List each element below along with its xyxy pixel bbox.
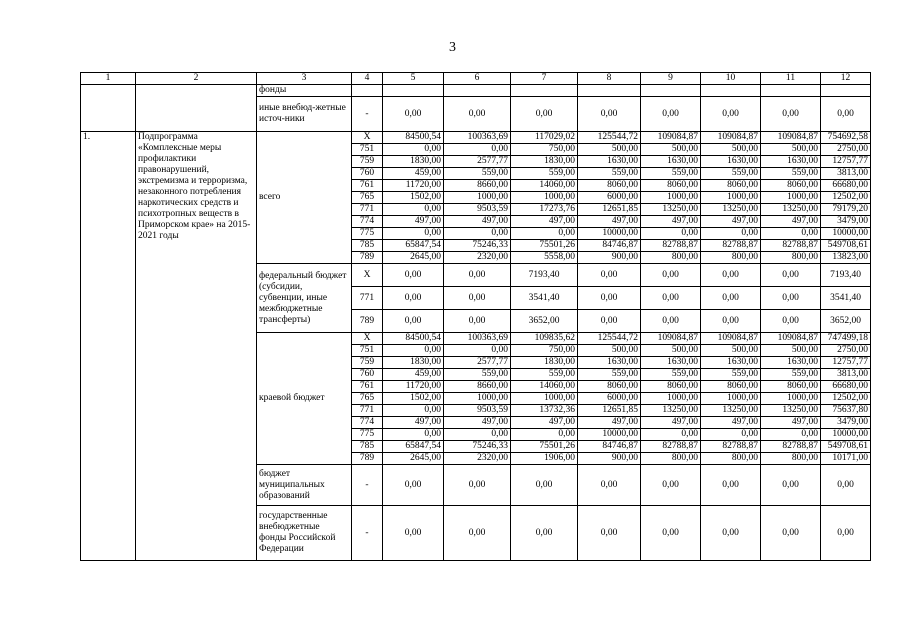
value-cell: 109084,87 [701, 132, 761, 144]
value-cell: 800,00 [761, 252, 821, 264]
code-cell: Х [352, 132, 383, 144]
value-cell: 7193,40 [511, 264, 578, 287]
value-cell: 75501,26 [511, 441, 578, 453]
value-cell: 2750,00 [821, 345, 871, 357]
value-cell: 12651,85 [578, 204, 641, 216]
value-cell: 800,00 [641, 453, 701, 465]
value-cell: 500,00 [578, 345, 641, 357]
value-cell: 1000,00 [511, 192, 578, 204]
value-cell: 109084,87 [641, 132, 701, 144]
value-cell: 500,00 [761, 144, 821, 156]
column-header: 6 [444, 73, 511, 85]
value-cell: 2645,00 [383, 453, 444, 465]
value-cell: 497,00 [641, 216, 701, 228]
value-cell: 0,00 [641, 228, 701, 240]
value-cell: 497,00 [701, 216, 761, 228]
header-row [81, 73, 871, 85]
value-cell: 1502,00 [383, 393, 444, 405]
code-cell: 775 [352, 429, 383, 441]
value-cell: 10000,00 [578, 429, 641, 441]
value-cell: 0,00 [578, 506, 641, 561]
value-cell: 84500,54 [383, 333, 444, 345]
code-cell: 771 [352, 405, 383, 417]
value-cell: 1830,00 [511, 156, 578, 168]
value-cell: 84500,54 [383, 132, 444, 144]
value-cell: 12757,77 [821, 357, 871, 369]
value-cell: 1630,00 [701, 357, 761, 369]
column-header: 3 [257, 73, 352, 85]
value-cell: 559,00 [511, 369, 578, 381]
value-cell: 497,00 [383, 216, 444, 228]
value-cell: 0,00 [761, 97, 821, 132]
source-label: государственные внебюджетные фонды Российской Федерации [257, 506, 352, 561]
value-cell: 13250,00 [641, 204, 701, 216]
value-cell: 100363,69 [444, 132, 511, 144]
code-cell: 759 [352, 357, 383, 369]
value-cell: 13250,00 [761, 405, 821, 417]
value-cell: 0,00 [511, 97, 578, 132]
value-cell: 109084,87 [761, 333, 821, 345]
value-cell: 8060,00 [578, 381, 641, 393]
value-cell: 65847,54 [383, 240, 444, 252]
value-cell: 109084,87 [641, 333, 701, 345]
value-cell: 0,00 [444, 465, 511, 506]
value-cell: 497,00 [701, 417, 761, 429]
value-cell: 549708,61 [821, 441, 871, 453]
value-cell: 0,00 [761, 287, 821, 310]
empty-cell [352, 85, 383, 97]
value-cell: 82788,87 [641, 441, 701, 453]
value-cell: 2645,00 [383, 252, 444, 264]
value-cell: 84746,87 [578, 441, 641, 453]
value-cell: 497,00 [383, 417, 444, 429]
value-cell: 0,00 [444, 97, 511, 132]
code-cell: Х [352, 333, 383, 345]
column-header: 10 [701, 73, 761, 85]
value-cell: 559,00 [701, 168, 761, 180]
value-cell: 1000,00 [641, 393, 701, 405]
value-cell: 0,00 [701, 429, 761, 441]
value-cell: 3541,40 [821, 287, 871, 310]
value-cell: 0,00 [761, 506, 821, 561]
value-cell: 0,00 [761, 228, 821, 240]
value-cell: 559,00 [444, 369, 511, 381]
value-cell: 459,00 [383, 369, 444, 381]
value-cell: 497,00 [511, 417, 578, 429]
value-cell: 497,00 [578, 417, 641, 429]
code-cell: 789 [352, 310, 383, 333]
value-cell: 8060,00 [701, 180, 761, 192]
value-cell: 8060,00 [641, 180, 701, 192]
value-cell: 754692,58 [821, 132, 871, 144]
value-cell: 0,00 [821, 506, 871, 561]
value-cell: 800,00 [701, 252, 761, 264]
value-cell: 497,00 [444, 417, 511, 429]
code-cell: - [352, 506, 383, 561]
value-cell: 13250,00 [701, 204, 761, 216]
code-cell: 774 [352, 417, 383, 429]
value-cell: 0,00 [578, 465, 641, 506]
value-cell: 14060,00 [511, 381, 578, 393]
code-cell: 789 [352, 453, 383, 465]
source-label: иные внебюд-жетные источ-ники [257, 97, 352, 132]
code-cell: - [352, 465, 383, 506]
value-cell: 0,00 [444, 345, 511, 357]
value-cell: 1000,00 [701, 192, 761, 204]
value-cell: 3541,40 [511, 287, 578, 310]
value-cell: 125544,72 [578, 132, 641, 144]
budget-table [80, 72, 871, 561]
column-header: 9 [641, 73, 701, 85]
value-cell: 3813,00 [821, 168, 871, 180]
value-cell: 0,00 [383, 264, 444, 287]
code-cell: 765 [352, 192, 383, 204]
value-cell: 8660,00 [444, 381, 511, 393]
value-cell: 11720,00 [383, 381, 444, 393]
value-cell: 497,00 [578, 216, 641, 228]
value-cell: 82788,87 [761, 240, 821, 252]
value-cell: 0,00 [383, 506, 444, 561]
value-cell: 500,00 [701, 345, 761, 357]
code-cell: 765 [352, 393, 383, 405]
value-cell: 8060,00 [578, 180, 641, 192]
value-cell: 0,00 [444, 506, 511, 561]
source-label: бюджет муниципальных образований [257, 465, 352, 506]
value-cell: 800,00 [641, 252, 701, 264]
value-cell: 0,00 [383, 429, 444, 441]
value-cell: 3813,00 [821, 369, 871, 381]
value-cell: 12651,85 [578, 405, 641, 417]
value-cell: 0,00 [701, 287, 761, 310]
column-header: 1 [81, 73, 136, 85]
value-cell: 1000,00 [511, 393, 578, 405]
page-number: 3 [449, 40, 456, 55]
source-label: краевой бюджет [257, 333, 352, 465]
value-cell: 0,00 [383, 465, 444, 506]
value-cell: 0,00 [511, 228, 578, 240]
value-cell: 2750,00 [821, 144, 871, 156]
value-cell: 497,00 [511, 216, 578, 228]
value-cell: 459,00 [383, 168, 444, 180]
value-cell: 0,00 [641, 429, 701, 441]
value-cell: 2577,77 [444, 357, 511, 369]
value-cell: 1906,00 [511, 453, 578, 465]
value-cell: 1830,00 [511, 357, 578, 369]
value-cell: 0,00 [578, 287, 641, 310]
value-cell: 3479,00 [821, 417, 871, 429]
table-row [81, 132, 871, 144]
value-cell: 559,00 [641, 369, 701, 381]
empty-cell [701, 85, 761, 97]
empty-cell [641, 85, 701, 97]
value-cell: 5558,00 [511, 252, 578, 264]
value-cell: 0,00 [701, 310, 761, 333]
value-cell: 100363,69 [444, 333, 511, 345]
value-cell: 0,00 [701, 506, 761, 561]
code-cell: 759 [352, 156, 383, 168]
value-cell: 497,00 [641, 417, 701, 429]
value-cell: 125544,72 [578, 333, 641, 345]
value-cell: 3652,00 [511, 310, 578, 333]
value-cell: 11720,00 [383, 180, 444, 192]
value-cell: 66680,00 [821, 180, 871, 192]
value-cell: 82788,87 [701, 441, 761, 453]
value-cell: 0,00 [641, 465, 701, 506]
value-cell: 0,00 [701, 228, 761, 240]
value-cell: 0,00 [444, 144, 511, 156]
value-cell: 0,00 [701, 97, 761, 132]
value-cell: 8060,00 [761, 381, 821, 393]
value-cell: 0,00 [641, 506, 701, 561]
code-cell: 761 [352, 381, 383, 393]
value-cell: 500,00 [641, 345, 701, 357]
value-cell: 500,00 [761, 345, 821, 357]
value-cell: 109835,62 [511, 333, 578, 345]
code-cell: 789 [352, 252, 383, 264]
code-cell: - [352, 97, 383, 132]
empty-cell [821, 85, 871, 97]
value-cell: 9503,59 [444, 405, 511, 417]
value-cell: 0,00 [383, 204, 444, 216]
code-cell: 774 [352, 216, 383, 228]
value-cell: 0,00 [383, 144, 444, 156]
fund-label: фонды [257, 85, 352, 97]
value-cell: 559,00 [511, 168, 578, 180]
value-cell: 1000,00 [641, 192, 701, 204]
value-cell: 7193,40 [821, 264, 871, 287]
value-cell: 1630,00 [578, 357, 641, 369]
code-cell: 775 [352, 228, 383, 240]
value-cell: 0,00 [821, 465, 871, 506]
empty-cell [444, 85, 511, 97]
value-cell: 0,00 [761, 264, 821, 287]
value-cell: 0,00 [444, 228, 511, 240]
value-cell: 1000,00 [761, 393, 821, 405]
value-cell: 8660,00 [444, 180, 511, 192]
empty-cell [81, 85, 136, 132]
value-cell: 8060,00 [641, 381, 701, 393]
value-cell: 0,00 [383, 287, 444, 310]
value-cell: 500,00 [578, 144, 641, 156]
value-cell: 82788,87 [701, 240, 761, 252]
source-label: всего [257, 132, 352, 264]
value-cell: 0,00 [578, 310, 641, 333]
empty-cell [511, 85, 578, 97]
value-cell: 0,00 [511, 506, 578, 561]
value-cell: 559,00 [578, 168, 641, 180]
column-header: 11 [761, 73, 821, 85]
value-cell: 559,00 [641, 168, 701, 180]
column-header: 12 [821, 73, 871, 85]
value-cell: 800,00 [701, 453, 761, 465]
value-cell: 82788,87 [761, 441, 821, 453]
value-cell: 2320,00 [444, 453, 511, 465]
column-header: 7 [511, 73, 578, 85]
value-cell: 0,00 [444, 310, 511, 333]
value-cell: 549708,61 [821, 240, 871, 252]
value-cell: 10000,00 [821, 228, 871, 240]
value-cell: 0,00 [383, 310, 444, 333]
value-cell: 0,00 [383, 345, 444, 357]
value-cell: 117029,02 [511, 132, 578, 144]
value-cell: 500,00 [701, 144, 761, 156]
value-cell: 500,00 [641, 144, 701, 156]
program-number: 1. [81, 132, 136, 561]
empty-cell [136, 85, 257, 132]
value-cell: 1000,00 [761, 192, 821, 204]
value-cell: 14060,00 [511, 180, 578, 192]
value-cell: 13250,00 [641, 405, 701, 417]
table-row [81, 85, 871, 97]
value-cell: 10000,00 [578, 228, 641, 240]
value-cell: 0,00 [578, 264, 641, 287]
value-cell: 0,00 [511, 465, 578, 506]
value-cell: 747499,18 [821, 333, 871, 345]
value-cell: 1630,00 [761, 357, 821, 369]
value-cell: 0,00 [511, 429, 578, 441]
value-cell: 1830,00 [383, 357, 444, 369]
value-cell: 84746,87 [578, 240, 641, 252]
value-cell: 1830,00 [383, 156, 444, 168]
value-cell: 0,00 [383, 405, 444, 417]
value-cell: 1000,00 [444, 393, 511, 405]
value-cell: 12757,77 [821, 156, 871, 168]
value-cell: 0,00 [641, 97, 701, 132]
value-cell: 0,00 [444, 264, 511, 287]
value-cell: 559,00 [444, 168, 511, 180]
value-cell: 559,00 [578, 369, 641, 381]
value-cell: 10171,00 [821, 453, 871, 465]
value-cell: 1000,00 [444, 192, 511, 204]
value-cell: 75501,26 [511, 240, 578, 252]
code-cell: 751 [352, 345, 383, 357]
empty-cell [761, 85, 821, 97]
value-cell: 10000,00 [821, 429, 871, 441]
value-cell: 79179,20 [821, 204, 871, 216]
value-cell: 12502,00 [821, 393, 871, 405]
code-cell: Х [352, 264, 383, 287]
value-cell: 1630,00 [761, 156, 821, 168]
value-cell: 3652,00 [821, 310, 871, 333]
program-title: Подпрограмма «Комплексные меры профилактики правонарушений, экстремизма и терроризма, незаконного потребления наркотических средств и психотропных веществ в Приморском крае» на 2015-2021 годы [136, 132, 257, 561]
column-header: 8 [578, 73, 641, 85]
value-cell: 0,00 [701, 264, 761, 287]
value-cell: 13250,00 [761, 204, 821, 216]
value-cell: 0,00 [444, 429, 511, 441]
source-label: федеральный бюджет (субсидии, субвенции, иные межбюджетные трансферты) [257, 264, 352, 333]
value-cell: 497,00 [761, 216, 821, 228]
code-cell: 751 [352, 144, 383, 156]
value-cell: 0,00 [444, 287, 511, 310]
value-cell: 1000,00 [701, 393, 761, 405]
value-cell: 0,00 [761, 465, 821, 506]
value-cell: 559,00 [761, 168, 821, 180]
value-cell: 0,00 [641, 287, 701, 310]
value-cell: 1502,00 [383, 192, 444, 204]
value-cell: 0,00 [383, 97, 444, 132]
value-cell: 1630,00 [641, 357, 701, 369]
value-cell: 559,00 [761, 369, 821, 381]
value-cell: 12502,00 [821, 192, 871, 204]
value-cell: 900,00 [578, 453, 641, 465]
empty-cell [578, 85, 641, 97]
value-cell: 0,00 [578, 97, 641, 132]
value-cell: 497,00 [761, 417, 821, 429]
value-cell: 0,00 [761, 310, 821, 333]
code-cell: 761 [352, 180, 383, 192]
value-cell: 75246,33 [444, 441, 511, 453]
code-cell: 771 [352, 287, 383, 310]
value-cell: 109084,87 [701, 333, 761, 345]
code-cell: 785 [352, 441, 383, 453]
value-cell: 2577,77 [444, 156, 511, 168]
value-cell: 800,00 [761, 453, 821, 465]
value-cell: 13732,36 [511, 405, 578, 417]
value-cell: 9503,59 [444, 204, 511, 216]
value-cell: 0,00 [641, 310, 701, 333]
value-cell: 75637,80 [821, 405, 871, 417]
value-cell: 1630,00 [578, 156, 641, 168]
value-cell: 559,00 [701, 369, 761, 381]
code-cell: 785 [352, 240, 383, 252]
value-cell: 75246,33 [444, 240, 511, 252]
value-cell: 13823,00 [821, 252, 871, 264]
value-cell: 900,00 [578, 252, 641, 264]
value-cell: 0,00 [641, 264, 701, 287]
value-cell: 0,00 [383, 228, 444, 240]
value-cell: 82788,87 [641, 240, 701, 252]
value-cell: 17273,76 [511, 204, 578, 216]
value-cell: 1630,00 [641, 156, 701, 168]
value-cell: 109084,87 [761, 132, 821, 144]
column-header: 5 [383, 73, 444, 85]
value-cell: 6000,00 [578, 192, 641, 204]
value-cell: 2320,00 [444, 252, 511, 264]
value-cell: 1630,00 [701, 156, 761, 168]
value-cell: 750,00 [511, 345, 578, 357]
value-cell: 13250,00 [701, 405, 761, 417]
value-cell: 0,00 [701, 465, 761, 506]
value-cell: 6000,00 [578, 393, 641, 405]
value-cell: 750,00 [511, 144, 578, 156]
code-cell: 760 [352, 168, 383, 180]
value-cell: 66680,00 [821, 381, 871, 393]
value-cell: 0,00 [821, 97, 871, 132]
code-cell: 760 [352, 369, 383, 381]
column-header: 2 [136, 73, 257, 85]
value-cell: 8060,00 [701, 381, 761, 393]
empty-cell [383, 85, 444, 97]
value-cell: 3479,00 [821, 216, 871, 228]
code-cell: 771 [352, 204, 383, 216]
value-cell: 0,00 [761, 429, 821, 441]
value-cell: 65847,54 [383, 441, 444, 453]
column-header: 4 [352, 73, 383, 85]
value-cell: 8060,00 [761, 180, 821, 192]
value-cell: 497,00 [444, 216, 511, 228]
